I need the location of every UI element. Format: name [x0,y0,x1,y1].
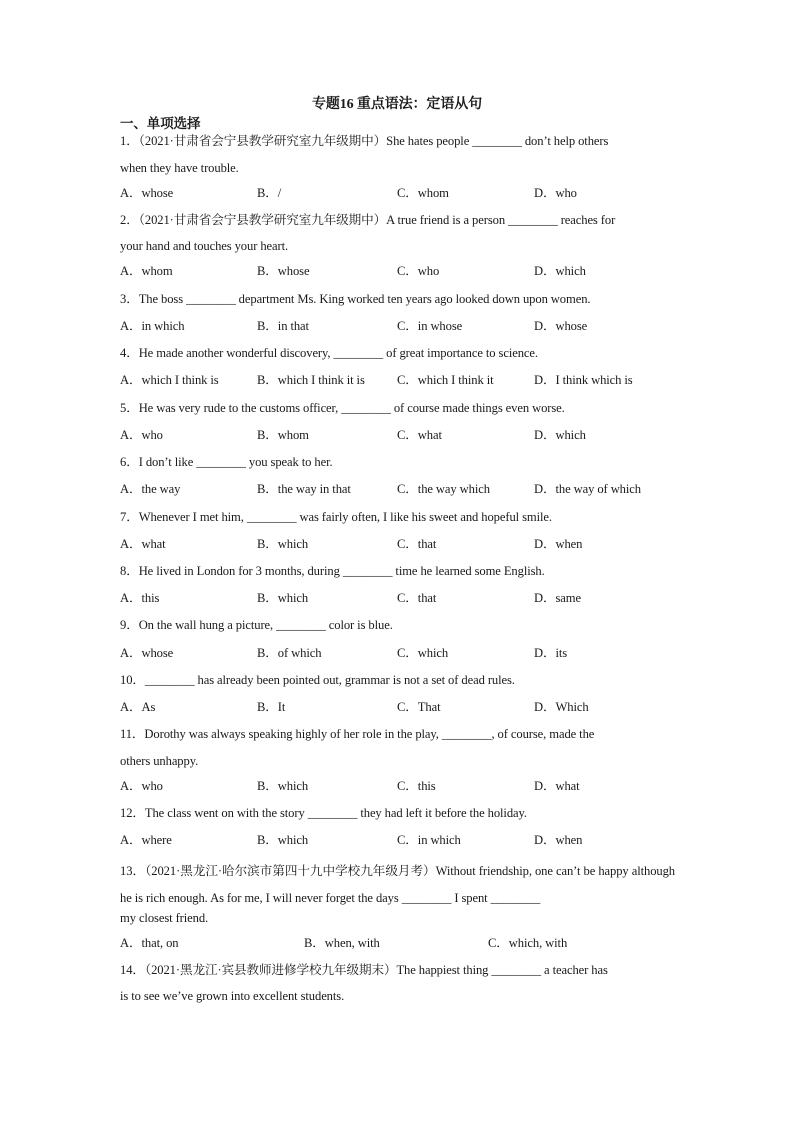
question-11-options [120,777,680,795]
option-c[interactable]: C．this [397,779,436,793]
option-d[interactable]: D．what [534,779,580,793]
option-b[interactable]: B．which [257,537,309,551]
option-d[interactable]: D．which [534,428,586,442]
option-c[interactable]: C．who [397,264,440,278]
option-b[interactable]: B．whose [257,264,310,278]
question-6-options [120,480,680,498]
option-a[interactable]: A．who [120,428,163,442]
option-c[interactable]: C．what [397,428,442,442]
page-title: 专题16 重点语法：定语从句 [311,97,483,112]
option-d[interactable]: D．same [534,591,581,605]
question-3-text: 3．The boss ________ department Ms. King worked ten years ago looked down upon women. [120,292,591,306]
question-3-options [120,317,680,335]
option-c[interactable]: C．that [397,591,437,605]
option-d[interactable]: D．which [534,264,586,278]
option-c[interactable]: C．that [397,537,437,551]
option-b[interactable]: B．which I think it is [257,373,365,387]
option-c[interactable]: C．in which [397,833,461,847]
option-c[interactable]: C．That [397,700,441,714]
question-2-text: 2．（2021·甘肃省会宁县教学研究室九年级期中）A true friend is a person ________ reaches for [120,213,616,227]
question-13-text: 13．（2021·黑龙江·哈尔滨市第四十九中学校九年级月考）Without friendship, one can’t be happy although he is rich enough. As for me, I will never forget the days ________ I spent ________ [120,864,675,905]
question-7-options [120,535,680,553]
option-c[interactable]: C．in whose [397,319,463,333]
question-4-text: 4．He made another wonderful discovery, ________ of great importance to science. [120,346,538,360]
option-b[interactable]: B．/ [257,186,282,200]
option-a[interactable]: A．what [120,537,166,551]
question-5-options [120,426,680,444]
option-b[interactable]: B．whom [257,428,309,442]
question-1-text-cont: when they have trouble. [120,161,239,175]
option-a[interactable]: A．the way [120,482,181,496]
option-a[interactable]: A．which I think is [120,373,219,387]
option-a[interactable]: A．whose [120,646,174,660]
option-a[interactable]: A．in which [120,319,185,333]
option-c[interactable]: C．which, with [488,936,568,950]
option-d[interactable]: D．when [534,833,583,847]
option-b[interactable]: B．which [257,833,309,847]
question-1-options [120,184,680,202]
question-12-options [120,831,680,849]
option-b[interactable]: B．which [257,779,309,793]
option-a[interactable]: A．whose [120,186,174,200]
question-11-text-cont: others unhappy. [120,754,199,768]
question-1-text: 1．（2021·甘肃省会宁县教学研究室九年级期中）She hates people ________ don’t help others [120,134,609,148]
option-d[interactable]: D．its [534,646,568,660]
question-2-options [120,262,680,280]
option-c[interactable]: C．which I think it [397,373,494,387]
option-d[interactable]: D．the way of which [534,482,641,496]
question-13-options [120,934,680,952]
question-11-text: 11．Dorothy was always speaking highly of her role in the play, ________, of course, made the [120,727,595,741]
question-4-options [120,371,680,389]
option-a[interactable]: A．that, on [120,936,179,950]
option-a[interactable]: A．who [120,779,163,793]
option-c[interactable]: C．which [397,646,449,660]
option-c[interactable]: C．the way which [397,482,490,496]
option-d[interactable]: D．whose [534,319,588,333]
question-13-text-cont: my closest friend. [120,911,209,925]
section-heading: 一、单项选择 [120,116,201,131]
option-c[interactable]: C．whom [397,186,449,200]
option-b[interactable]: B．in that [257,319,309,333]
option-a[interactable]: A．As [120,700,156,714]
option-b[interactable]: B．of which [257,646,322,660]
question-14-text: 14．（2021·黑龙江·宾县教师进修学校九年级期末）The happiest thing ________ a teacher has [120,963,608,977]
option-d[interactable]: D．who [534,186,577,200]
option-d[interactable]: D．when [534,537,583,551]
question-8-options [120,589,680,607]
option-a[interactable]: A．this [120,591,160,605]
question-5-text: 5．He was very rude to the customs officer, ________ of course made things even worse. [120,401,565,415]
question-7-text: 7．Whenever I met him, ________ was fairly often, I like his sweet and hopeful smile. [120,510,552,524]
question-9-options [120,644,680,662]
option-b[interactable]: B．when, with [304,936,380,950]
option-b[interactable]: B．It [257,700,286,714]
option-d[interactable]: D．Which [534,700,589,714]
question-12-text: 12．The class went on with the story ________ they had left it before the holiday. [120,806,527,820]
option-a[interactable]: A．where [120,833,172,847]
question-2-text-cont: your hand and touches your heart. [120,239,289,253]
question-6-text: 6．I don’t like ________ you speak to her. [120,455,333,469]
question-10-options [120,698,680,716]
question-8-text: 8．He lived in London for 3 months, during ________ time he learned some English. [120,564,545,578]
option-b[interactable]: B．which [257,591,309,605]
question-9-text: 9．On the wall hung a picture, ________ color is blue. [120,618,393,632]
option-d[interactable]: D．I think which is [534,373,633,387]
question-10-text: 10．________ has already been pointed out, grammar is not a set of dead rules. [120,673,515,687]
option-b[interactable]: B．the way in that [257,482,351,496]
option-a[interactable]: A．whom [120,264,173,278]
question-14-text-cont: is to see we’ve grown into excellent students. [120,989,345,1003]
